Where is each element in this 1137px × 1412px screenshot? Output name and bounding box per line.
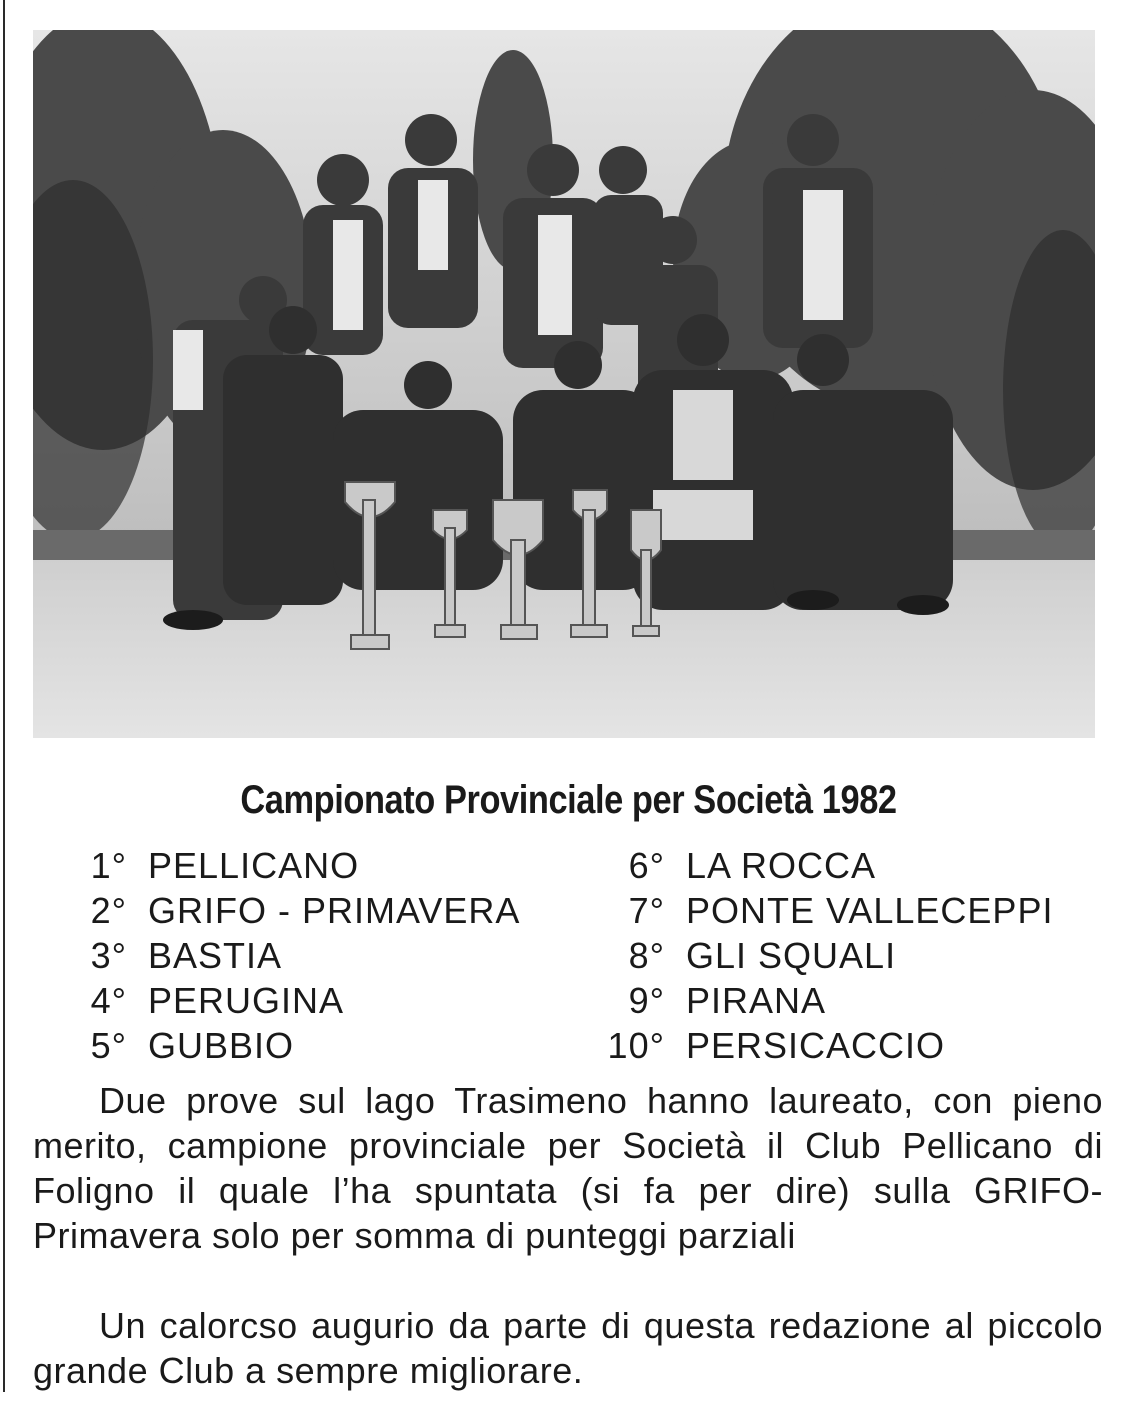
- ranking-row: [600, 978, 827, 1023]
- ranking-row: [82, 933, 283, 978]
- ranking-position: 1°: [90, 845, 127, 886]
- ranking-team: PERSICACCIO: [686, 1025, 946, 1066]
- ranking-row: [600, 1023, 946, 1068]
- ranking-position: 7°: [628, 890, 665, 931]
- ranking-position: 3°: [90, 935, 127, 976]
- ranking-row: [82, 978, 345, 1023]
- ranking-row: [82, 1023, 295, 1068]
- ranking-position: 10°: [607, 1025, 665, 1066]
- ranking-row: [600, 933, 897, 978]
- ranking-position: 2°: [90, 890, 127, 931]
- ranking-position: 6°: [628, 845, 665, 886]
- team-photo: [33, 30, 1095, 738]
- ranking-position: 9°: [628, 980, 665, 1021]
- page-left-rule: [3, 0, 5, 1392]
- ranking-team: PERUGINA: [148, 980, 345, 1021]
- ranking-team: GRIFO - PRIMAVERA: [148, 890, 521, 931]
- ranking-row: [600, 843, 877, 888]
- ranking-position: 8°: [628, 935, 665, 976]
- rankings-table: [0, 843, 1137, 1073]
- ranking-team: BASTIA: [148, 935, 283, 976]
- ranking-position: 4°: [90, 980, 127, 1021]
- rankings-left-column: [82, 843, 521, 1068]
- ranking-row: [82, 888, 521, 933]
- ranking-team: LA ROCCA: [686, 845, 877, 886]
- ranking-row: [600, 888, 1054, 933]
- ranking-team: GLI SQUALI: [686, 935, 897, 976]
- team-photo-illustration: [33, 30, 1095, 738]
- ranking-team: PONTE VALLECEPPI: [686, 890, 1054, 931]
- ranking-row: [82, 843, 360, 888]
- rankings-right-column: [600, 843, 1054, 1068]
- ranking-team: GUBBIO: [148, 1025, 295, 1066]
- article-paragraph: Un calorcso augurio da parte di questa redazione al piccolo grande Club a sempre migliorare.: [33, 1305, 1103, 1391]
- ranking-position: 5°: [90, 1025, 127, 1066]
- article-paragraph: Due prove sul lago Trasimeno hanno laureato, con pieno merito, campione provinciale per Società il Club Pellicano di Foligno il quale l’ha spuntata (si fa per dire) sulla GRIFO-Primavera solo per somma di punteggi parziali: [33, 1080, 1103, 1256]
- ranking-team: PIRANA: [686, 980, 827, 1021]
- article-title: Campionato Provinciale per Società 1982: [240, 778, 897, 822]
- ranking-team: PELLICANO: [148, 845, 360, 886]
